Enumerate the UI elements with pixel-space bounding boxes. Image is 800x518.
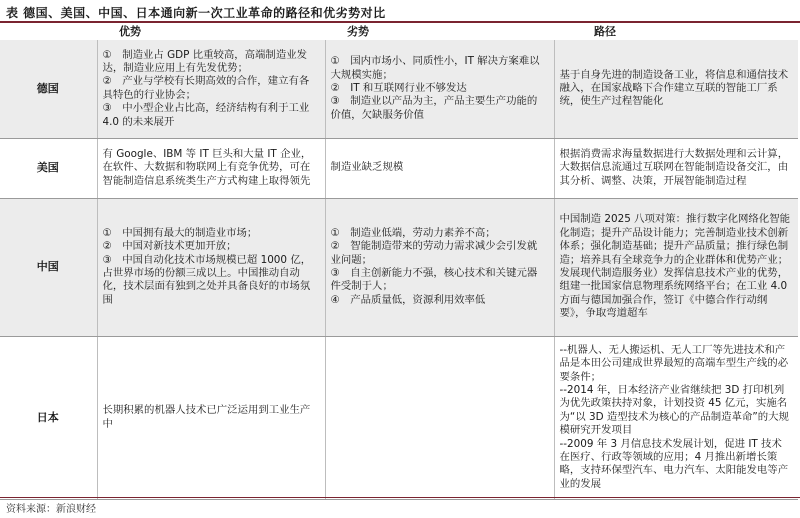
cell-line: ② 产业与学校有长期高效的合作，建立有各具特色的行业协会； (102, 75, 310, 101)
table-header-row (0, 24, 798, 40)
top-rule (0, 21, 800, 23)
cell-line: ③ 制造业以产品为主，产品主要生产功能的价值，欠缺服务价值 (330, 95, 538, 121)
weaknesses-cell (325, 138, 554, 198)
table-row (0, 138, 798, 198)
weaknesses-cell (325, 336, 554, 499)
cell-line: ③ 自主创新能力不强，核心技术和关键元器件受制于人； (330, 267, 538, 293)
header-path: 路径 (594, 25, 616, 39)
bottom-rule (0, 497, 800, 498)
path-cell (554, 40, 798, 138)
table-row (0, 336, 798, 499)
cell-line: ② 中国对新技术更加开放； (102, 240, 237, 253)
source-note: 资料来源：新浪财经 (6, 504, 96, 515)
strengths-cell (97, 40, 325, 138)
table-row (0, 40, 798, 138)
path-cell (554, 336, 798, 499)
cell-line: --机器人、无人搬运机、无人工厂等先进技术和产品是本田公司建成世界最短的高端车型生产线的必要条件； (559, 343, 789, 383)
cell-line: ② IT 和互联网行业不够发达 (330, 82, 467, 95)
header-country (0, 24, 97, 40)
header-weaknesses: 劣势 (347, 25, 369, 39)
strengths-cell (97, 138, 325, 198)
cell-line: ① 制造业占 GDP 比重较高，高端制造业发达，制造业应用上有先发优势； (102, 48, 307, 74)
weaknesses-cell (325, 40, 554, 138)
table-title: 表 德国、美国、中国、日本通向新一次工业革命的路径和优劣势对比 (6, 6, 386, 20)
cell-line: ④ 产品质量低，资源利用效率低 (330, 293, 486, 306)
cell-line: 长期积累的机器人技术已广泛运用到工业生产中 (102, 404, 311, 430)
cell-line: --2009 年 3 月信息技术发展计划，促进 IT 技术在医疗、行政等领域的应用；4 月推出新增长策略，支持环保型汽车、电力汽车、太阳能发电等产业的发展 (559, 437, 789, 490)
strengths-cell (97, 198, 325, 336)
comparison-table (0, 24, 798, 500)
country-cell: 日本 (0, 336, 97, 499)
cell-line: 基于自身先进的制造设备工业，将信息和通信技术融入，在国家战略下合作建立互联的智能工厂系统，使生产过程智能化 (559, 68, 789, 108)
country-cell: 中国 (0, 198, 97, 336)
cell-line: ② 智能制造带来的劳动力需求减少会引发就业问题； (330, 240, 538, 266)
cell-line: ① 国内市场小、同质性小，IT 解决方案难以大规模实施； (330, 55, 540, 81)
cell-line: --2014 年，日本经济产业省继续把 3D 打印机列为优先政策扶持对象，计划投资 45 亿元，实施名为“以 3D 造型技术为核心的产品制造革命”的大规模研究开发项目 (559, 383, 789, 437)
cell-line: ③ 中国自动化技术市场规模已超 1000 亿，占世界市场的份额三成以上。中国推动自动化，技术层面有独到之处并具备良好的市场氛围 (102, 253, 312, 306)
cell-line: ③ 中小型企业占比高，经济结构有利于工业 4.0 的未来展开 (102, 102, 310, 128)
cell-line: ① 中国拥有最大的制造业市场； (102, 226, 258, 239)
strengths-cell (97, 336, 325, 499)
cell-line: 有 Google、IBM 等 IT 巨头和大量 IT 企业，在软件、大数据和物联网上有竞争优势，可在智能制造信息系统类生产方式构建上取得领先 (102, 147, 312, 187)
header-strengths: 优势 (119, 25, 141, 39)
path-cell (554, 198, 798, 336)
country-cell: 美国 (0, 138, 97, 198)
table-row (0, 198, 798, 336)
cell-line: 根据消费需求海量数据进行大数据处理和云计算，大数据信息流通过互联网在智能制造设备交汇，由其分析、调整、决策，开展智能制造过程 (559, 147, 789, 187)
weaknesses-cell (325, 198, 554, 336)
cell-line: 中国制造 2025 八项对策：推行数字化网络化智能化制造；提升产品设计能力；完善制造业技术创新体系；强化制造基础；提升产品质量；推行绿色制造；培养具有全球竞争力的企业群体和优势产业；发展现代制造服务业）发挥信息技术产业的优势，组建一批国家信息物理系统网络平台；在工业 4.0 方面与德国加强合作，签订《中德合作行动纲要》，争取弯道超车 (559, 213, 790, 320)
cell-line: 制造业缺乏规模 (330, 161, 404, 174)
cell-line: ① 制造业低端，劳动力素养不高； (330, 226, 496, 239)
country-cell: 德国 (0, 40, 97, 138)
path-cell (554, 138, 798, 198)
